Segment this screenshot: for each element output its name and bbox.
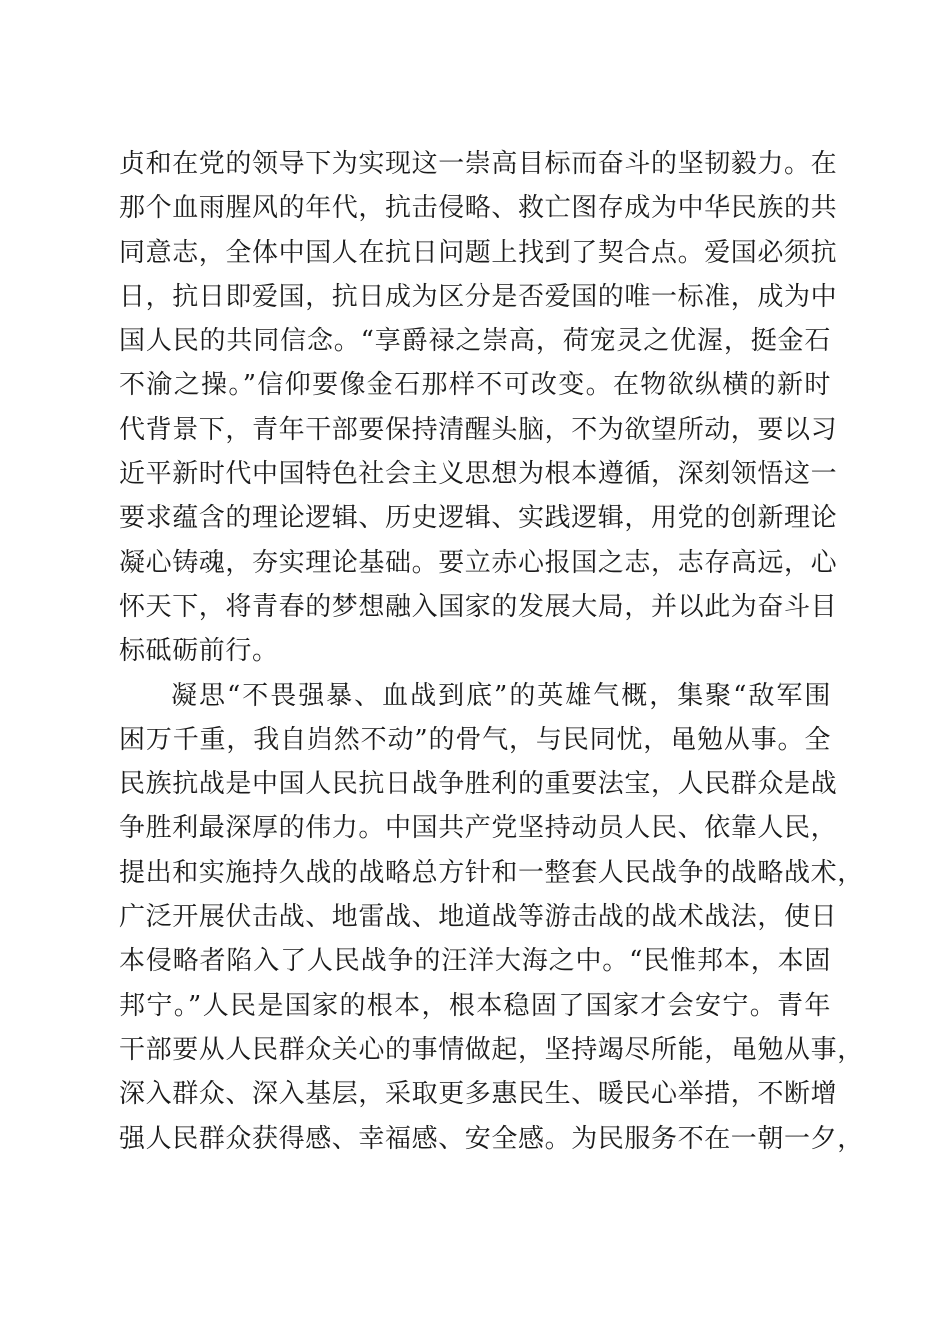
text-line: 近平新时代中国特色社会主义思想为根本遵循，深刻领悟这一 — [119, 459, 838, 490]
text-line: 广泛开展伏击战、地雷战、地道战等游击战的战术战法，使日 — [119, 902, 838, 933]
text-line: 国人民的共同信念。“享爵禄之崇高，荷宠灵之优渥，挺金石 — [119, 326, 831, 357]
text-line: 同意志，全体中国人在抗日问题上找到了契合点。爱国必须抗 — [119, 237, 838, 268]
text-line: 贞和在党的领导下为实现这一崇高目标而奋斗的坚韧毅力。在 — [119, 149, 838, 179]
text-line: 凝思“不畏强暴、血战到底”的英雄气概，集聚“敌军围 — [171, 680, 831, 711]
text-line: 怀天下，将青春的梦想融入国家的发展大局，并以此为奋斗目 — [119, 591, 838, 622]
text-line: 凝心铸魂，夯实理论基础。要立赤心报国之志，志存高远，心 — [119, 547, 838, 578]
text-line: 日，抗日即爱国，抗日成为区分是否爱国的唯一标准，成为中 — [119, 281, 838, 312]
text-line: 标砥砺前行。 — [119, 636, 279, 667]
text-line: 强人民群众获得感、幸福感、安全感。为民服务不在一朝一夕， — [119, 1123, 864, 1154]
text-line: 不渝之操。”信仰要像金石那样不可改变。在物欲纵横的新时 — [119, 370, 831, 401]
paragraph-2 — [119, 674, 864, 1161]
text-line: 民族抗战是中国人民抗日战争胜利的重要法宝，人民群众是战 — [119, 769, 838, 800]
text-line: 困万千重，我自岿然不动”的骨气，与民同忧，黾勉从事。全 — [119, 724, 831, 755]
text-line: 深入群众、深入基层，采取更多惠民生、暖民心举措，不断增 — [119, 1079, 838, 1110]
text-line: 邦宁。”人民是国家的根本，根本稳固了国家才会安宁。青年 — [119, 990, 831, 1021]
text-line: 本侵略者陷入了人民战争的汪洋大海之中。“民惟邦本，本固 — [119, 946, 831, 977]
text-line: 提出和实施持久战的战略总方针和一整套人民战争的战略战术， — [119, 857, 864, 888]
document-body — [119, 142, 864, 1161]
text-line: 那个血雨腥风的年代，抗击侵略、救亡图存成为中华民族的共 — [119, 193, 838, 224]
text-line: 干部要从人民群众关心的事情做起，坚持竭尽所能，黾勉从事， — [119, 1034, 864, 1065]
paragraph-1 — [119, 142, 838, 674]
text-line: 争胜利最深厚的伟力。中国共产党坚持动员人民、依靠人民， — [119, 813, 838, 844]
text-line: 要求蕴含的理论逻辑、历史逻辑、实践逻辑，用党的创新理论 — [119, 503, 838, 534]
text-line: 代背景下，青年干部要保持清醒头脑，不为欲望所动，要以习 — [119, 414, 838, 445]
